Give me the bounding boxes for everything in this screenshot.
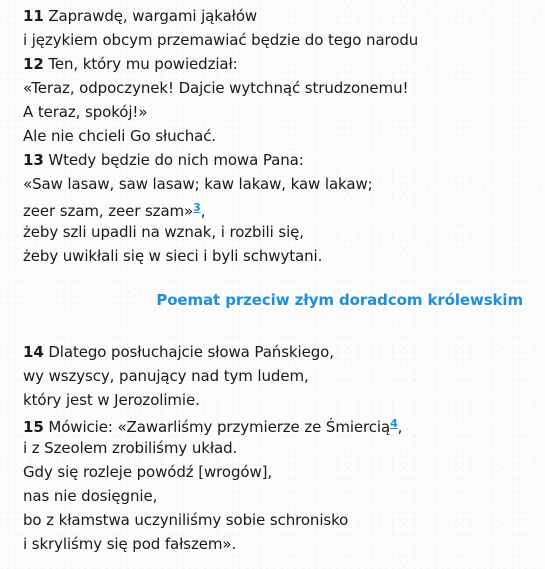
verse-line <box>23 52 545 76</box>
verse-number: 12 <box>23 55 44 73</box>
verse-number: 13 <box>23 151 44 169</box>
verse-text: «Teraz, odpoczynek! Dajcie wytchnąć strudzonemu! <box>23 79 409 97</box>
verse-line <box>23 340 545 364</box>
verse-text: wy wszyscy, panujący nad tym ludem, <box>23 367 309 385</box>
verse-line <box>23 28 545 52</box>
verse-text: Ale nie chcieli Go słuchać. <box>23 127 217 145</box>
verse-line <box>23 436 545 460</box>
verse-line <box>23 412 545 436</box>
verse-text: który jest w Jerozolimie. <box>23 391 200 409</box>
verse-number: 11 <box>23 7 44 25</box>
verse-text: zeer szam, zeer szam» <box>23 202 194 220</box>
verse-line <box>23 244 545 268</box>
verse-line <box>23 100 545 124</box>
verse-text: i językiem obcym przemawiać będzie do tego narodu <box>23 31 419 49</box>
verse-text: Mówicie: «Zawarliśmy przymierze ze Śmiercią <box>43 418 391 436</box>
verse-line <box>23 196 545 220</box>
verse-line <box>23 76 545 100</box>
footnote-link[interactable]: 3 <box>193 201 201 214</box>
verse-text: Ten, który mu powiedział: <box>43 55 238 73</box>
verse-line <box>23 4 545 28</box>
verse-line <box>23 364 545 388</box>
verse-line <box>23 388 545 412</box>
verse-line <box>23 484 545 508</box>
verse-text: A teraz, spokój!» <box>23 103 148 121</box>
verse-text: nas nie dosięgnie, <box>23 487 158 505</box>
section-heading: Poemat przeciw złym doradcom królewskim <box>156 291 523 309</box>
verse-line <box>23 460 545 484</box>
verse-text: Gdy się rozleje powódź [wrogów], <box>23 463 273 481</box>
verse-line <box>23 124 545 148</box>
verse-line <box>23 532 545 556</box>
verse-punctuation: , <box>397 418 403 436</box>
verse-number: 15 <box>23 418 44 436</box>
verse-number: 14 <box>23 343 44 361</box>
verse-text: Wtedy będzie do nich mowa Pana: <box>43 151 304 169</box>
verse-text: bo z kłamstwa uczyniliśmy sobie schronisko <box>23 511 349 529</box>
verse-text: Zaprawdę, wargami jąkałów <box>43 7 258 25</box>
verse-text: «Saw lasaw, saw lasaw; kaw lakaw, kaw lakaw; <box>23 175 373 193</box>
verse-text: Dlatego posłuchajcie słowa Pańskiego, <box>43 343 334 361</box>
verse-punctuation: , <box>200 202 206 220</box>
verse-line <box>23 220 545 244</box>
verse-line <box>23 148 545 172</box>
verse-text: i z Szeolem zrobiliśmy układ. <box>23 439 238 457</box>
verse-text: i skryliśmy się pod fałszem». <box>23 535 237 553</box>
passage-verses-11-13 <box>23 4 545 268</box>
verse-text: żeby uwikłali się w sieci i byli schwytani. <box>23 247 323 265</box>
verse-text: żeby szli upadli na wznak, i rozbili się, <box>23 223 304 241</box>
verse-line <box>23 172 545 196</box>
verse-line <box>23 508 545 532</box>
footnote-link[interactable]: 4 <box>390 417 398 430</box>
passage-verses-14-15 <box>23 340 545 556</box>
